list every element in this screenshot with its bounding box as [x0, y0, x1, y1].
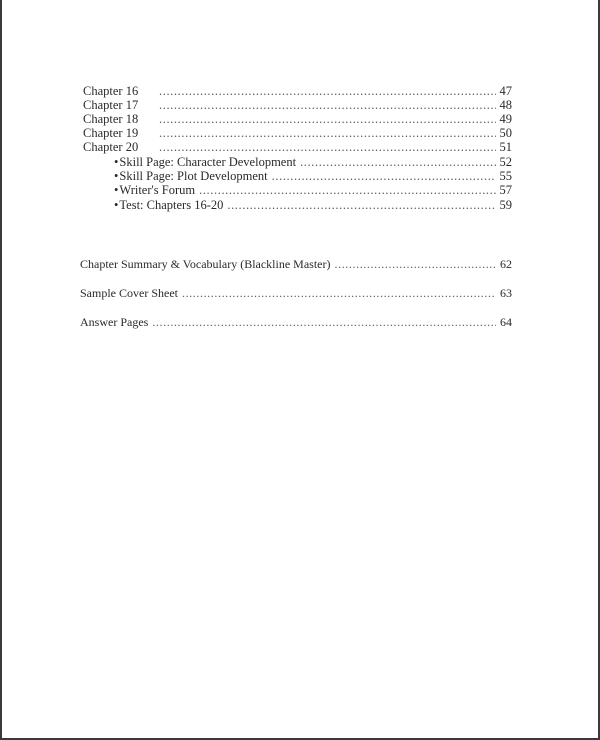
toc-subentry-test-chapters-16-20 [114, 198, 512, 212]
toc-entry-page: 49 [499, 112, 512, 126]
toc-entry-page: 50 [499, 126, 512, 140]
toc-entry-answer-pages [80, 315, 512, 329]
toc-entry-page: 57 [499, 183, 512, 197]
toc-entry-chapter-18 [83, 112, 512, 126]
toc-entry-page: 62 [500, 257, 512, 271]
toc-leader-dots [199, 183, 495, 197]
toc-leader-dots [182, 286, 496, 300]
toc-entry-page: 59 [499, 198, 512, 212]
toc-entry-page: 48 [499, 98, 512, 112]
toc-entry-label: • Writer's Forum [114, 183, 195, 197]
toc-leader-dots [227, 198, 495, 212]
toc-entry-chapter-19 [83, 126, 512, 140]
toc-leader-dots [272, 169, 496, 183]
toc-entry-page: 51 [499, 140, 512, 154]
toc-entry-label: • Test: Chapters 16-20 [114, 198, 223, 212]
toc-entry-label: Sample Cover Sheet [80, 286, 178, 300]
toc-leader-dots [159, 126, 496, 140]
toc-leader-dots [300, 155, 495, 169]
page-edge-left [0, 0, 2, 740]
toc-leader-dots [159, 98, 496, 112]
toc-subentry-character-development [114, 155, 512, 169]
toc-entry-chapter-summary-vocabulary [80, 257, 512, 271]
toc-leader-dots [159, 112, 496, 126]
toc-entry-label: Chapter 16 [83, 84, 139, 98]
toc-entry-label: Chapter Summary & Vocabulary (Blackline Master) [80, 257, 331, 271]
toc-entry-page: 47 [499, 84, 512, 98]
toc-subentry-writers-forum [114, 183, 512, 197]
toc-entry-chapter-16 [83, 84, 512, 98]
toc-entry-page: 64 [500, 315, 512, 329]
toc-entry-label: Chapter 19 [83, 126, 139, 140]
toc-entry-label: Chapter 20 [83, 140, 139, 154]
toc-entry-page: 63 [500, 286, 512, 300]
toc-entry-chapter-17 [83, 98, 512, 112]
toc-entry-chapter-20 [83, 140, 512, 154]
toc-entry-sample-cover-sheet [80, 286, 512, 300]
toc-leader-dots [152, 315, 496, 329]
toc-entry-label: Answer Pages [80, 315, 149, 329]
toc-entry-label: • Skill Page: Character Development [114, 155, 296, 169]
toc-entry-page: 52 [499, 155, 512, 169]
toc-leader-dots [335, 257, 497, 271]
toc-leader-dots [159, 140, 496, 154]
toc-entry-label: Chapter 17 [83, 98, 139, 112]
toc-entry-label: • Skill Page: Plot Development [114, 169, 268, 183]
toc-subentry-plot-development [114, 169, 512, 183]
toc-entry-label: Chapter 18 [83, 112, 139, 126]
toc-leader-dots [159, 84, 496, 98]
toc-entry-page: 55 [499, 169, 512, 183]
